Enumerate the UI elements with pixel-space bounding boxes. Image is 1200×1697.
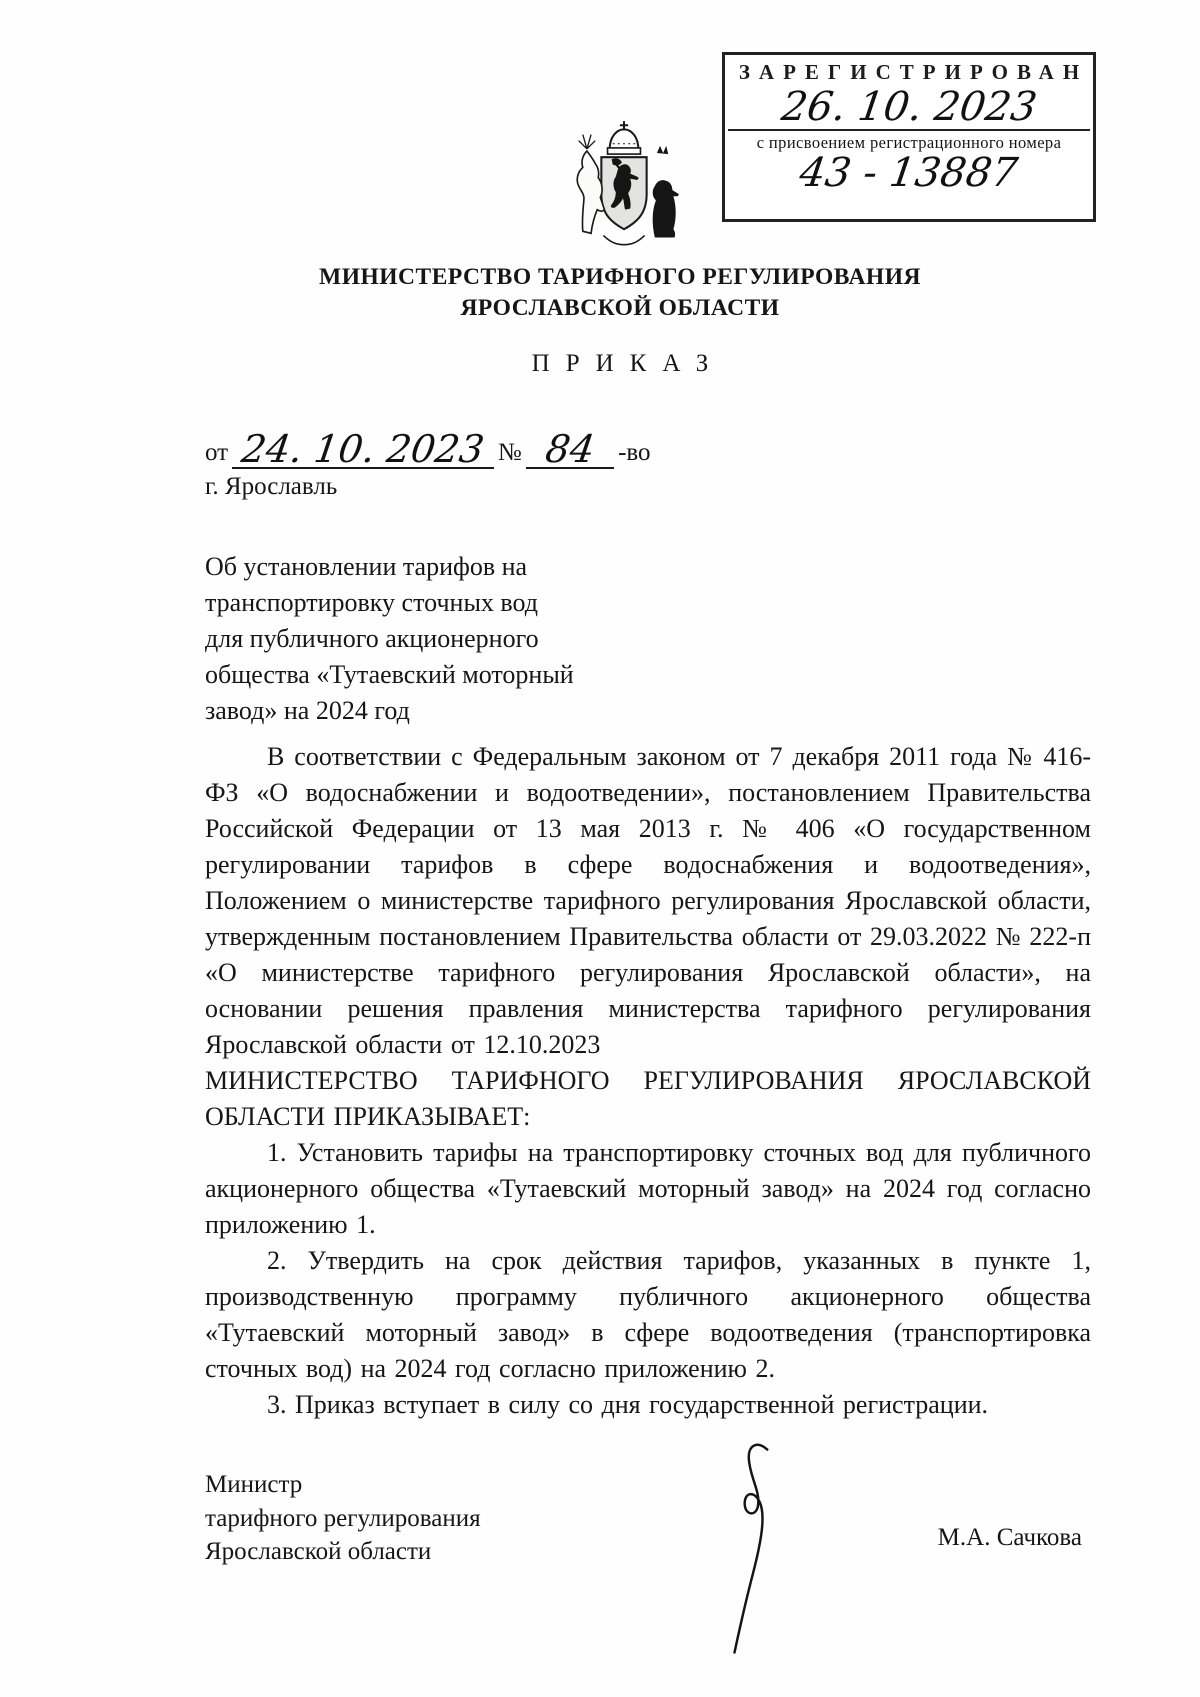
bear-supporter-icon [653,146,679,238]
subject-line: завод» на 2024 год [205,696,410,725]
ministry-name-line1: МИНИСТЕРСТВО ТАРИФНОГО РЕГУЛИРОВАНИЯ [319,264,921,290]
stamp-number-handwritten: 43 - 13887 [797,150,1021,196]
coat-of-arms-icon [556,116,692,256]
order-number-handwritten: 84 [542,427,598,471]
number-sign: № [497,439,522,466]
signer-position-line: тарифного регулирования [205,1504,481,1532]
body-paragraph-resolution: МИНИСТЕРСТВО ТАРИФНОГО РЕГУЛИРОВАНИЯ ЯРОСЛАВСКОЙ ОБЛАСТИ ПРИКАЗЫВАЕТ: [205,1066,1091,1131]
base-ornament [603,235,644,244]
body-paragraph-item2: 2. Утвердить на срок действия тарифов, указанных в пункте 1, производственную программу публичного акционерного общества «Тутаевский моторный завод» в сфере водоотведения (транспортировка сточных вод) на 2024 год согласно приложению 2. [205,1246,1091,1383]
signer-position-line: Ярославской области [205,1538,432,1565]
subject-line: Об установлении тарифов на [205,552,528,581]
signer-name: М.А. Сачкова [937,1524,1082,1551]
ministry-name-line2: ЯРОСЛАВСКОЙ ОБЛАСТИ [460,295,780,321]
signer-position-line: Министр [205,1471,303,1498]
order-number-field [526,427,614,471]
from-label: от [205,439,229,466]
doc-type-title: ПРИКАЗ [531,350,725,377]
subject-line: общества «Тутаевский моторный [205,660,574,689]
body-paragraph-preamble: В соответствии с Федеральным законом от 7 декабря 2011 года № 416-ФЗ «О водоснабжении и водоотведении», постановлением Правительства Российской Федерации от 13 мая 2013 г. № 406 «О государственном регулировании тарифов в сфере водоснабжения и водоотведения», Положением о министерстве тарифного регулирования Ярославской области, утвержденным постановлением Правительства области от 29.03.2022 № 222-п «О министерстве тарифного регулирования Ярославской области», на основании решения правления министерства тарифного регулирования Ярославской области от 12.10.2023 [205,742,1091,1059]
signature-icon [714,1436,796,1664]
number-suffix: -во [618,439,651,466]
body-paragraph-item1: 1. Установить тарифы на транспортировку сточных вод для публичного акционерного общества «Тутаевский моторный завод» на 2024 год согласно приложению 1. [205,1138,1091,1239]
signer-position-block [205,1468,481,1569]
stamp-number-caption: с присвоением регистрационного номера [756,133,1062,152]
order-date-field [232,427,494,471]
order-date-number-row [205,427,651,471]
order-body [205,739,1091,1423]
body-paragraph-item3: 3. Приказ вступает в силу со дня государственной регистрации. [267,1390,989,1419]
signature-stroke [735,1445,768,1653]
stamp-registered-label: ЗАРЕГИСТРИРОВАН [738,60,1089,84]
subject-block [205,549,574,729]
subject-line: транспортировку сточных вод [205,588,538,617]
registration-stamp [722,52,1096,222]
document-header [40,262,1200,378]
subject-line: для публичного акционерного [205,624,539,653]
stamp-date-handwritten: 26. 10. 2023 [778,84,1040,130]
order-meta [205,427,651,501]
city-line: г. Ярославль [205,473,338,500]
crown-icon [608,121,641,154]
order-date-handwritten: 24. 10. 2023 [239,427,487,471]
deer-supporter-icon [577,135,604,234]
